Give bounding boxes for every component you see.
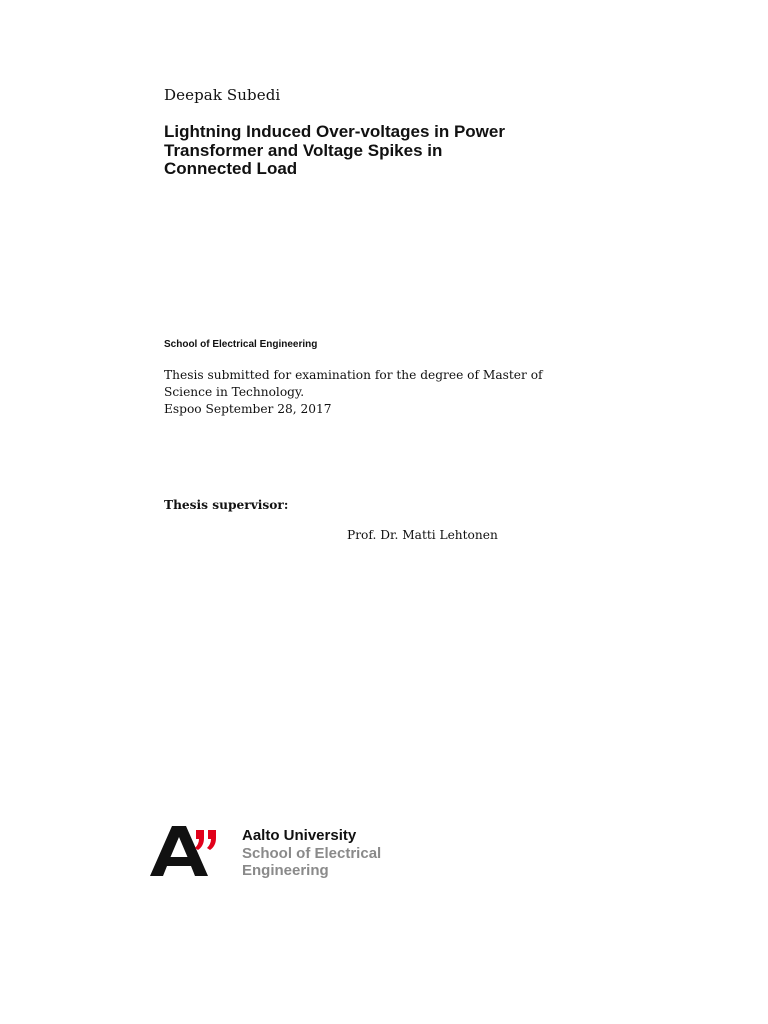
school-name: School of Electrical Engineering — [164, 339, 318, 350]
aalto-a-quote-logo-icon — [148, 826, 232, 880]
submission-statement — [164, 367, 543, 400]
supervisor-name: Prof. Dr. Matti Lehtonen — [347, 528, 498, 542]
author-name: Deepak Subedi — [164, 86, 281, 104]
thesis-title-line: Connected Load — [164, 159, 298, 178]
logo-wordmark — [242, 827, 381, 880]
logo-quote-mark-shape — [207, 830, 216, 850]
supervisor-label: Thesis supervisor: — [164, 498, 289, 512]
place-and-date: Espoo September 28, 2017 — [164, 402, 332, 416]
logo-school-line: Engineering — [242, 862, 329, 879]
submission-statement-line: Science in Technology. — [164, 384, 305, 399]
aalto-university-logo — [148, 826, 428, 886]
thesis-title — [164, 123, 584, 179]
logo-university-name: Aalto University — [242, 827, 357, 844]
logo-school-line: School of Electrical — [242, 844, 382, 862]
thesis-title-line: Transformer and Voltage Spikes in — [164, 140, 443, 160]
submission-statement-line: Thesis submitted for examination for the degree of Master of — [164, 368, 543, 382]
thesis-title-line: Lightning Induced Over-voltages in Power — [164, 122, 505, 141]
logo-quote-mark-shape — [195, 830, 204, 850]
